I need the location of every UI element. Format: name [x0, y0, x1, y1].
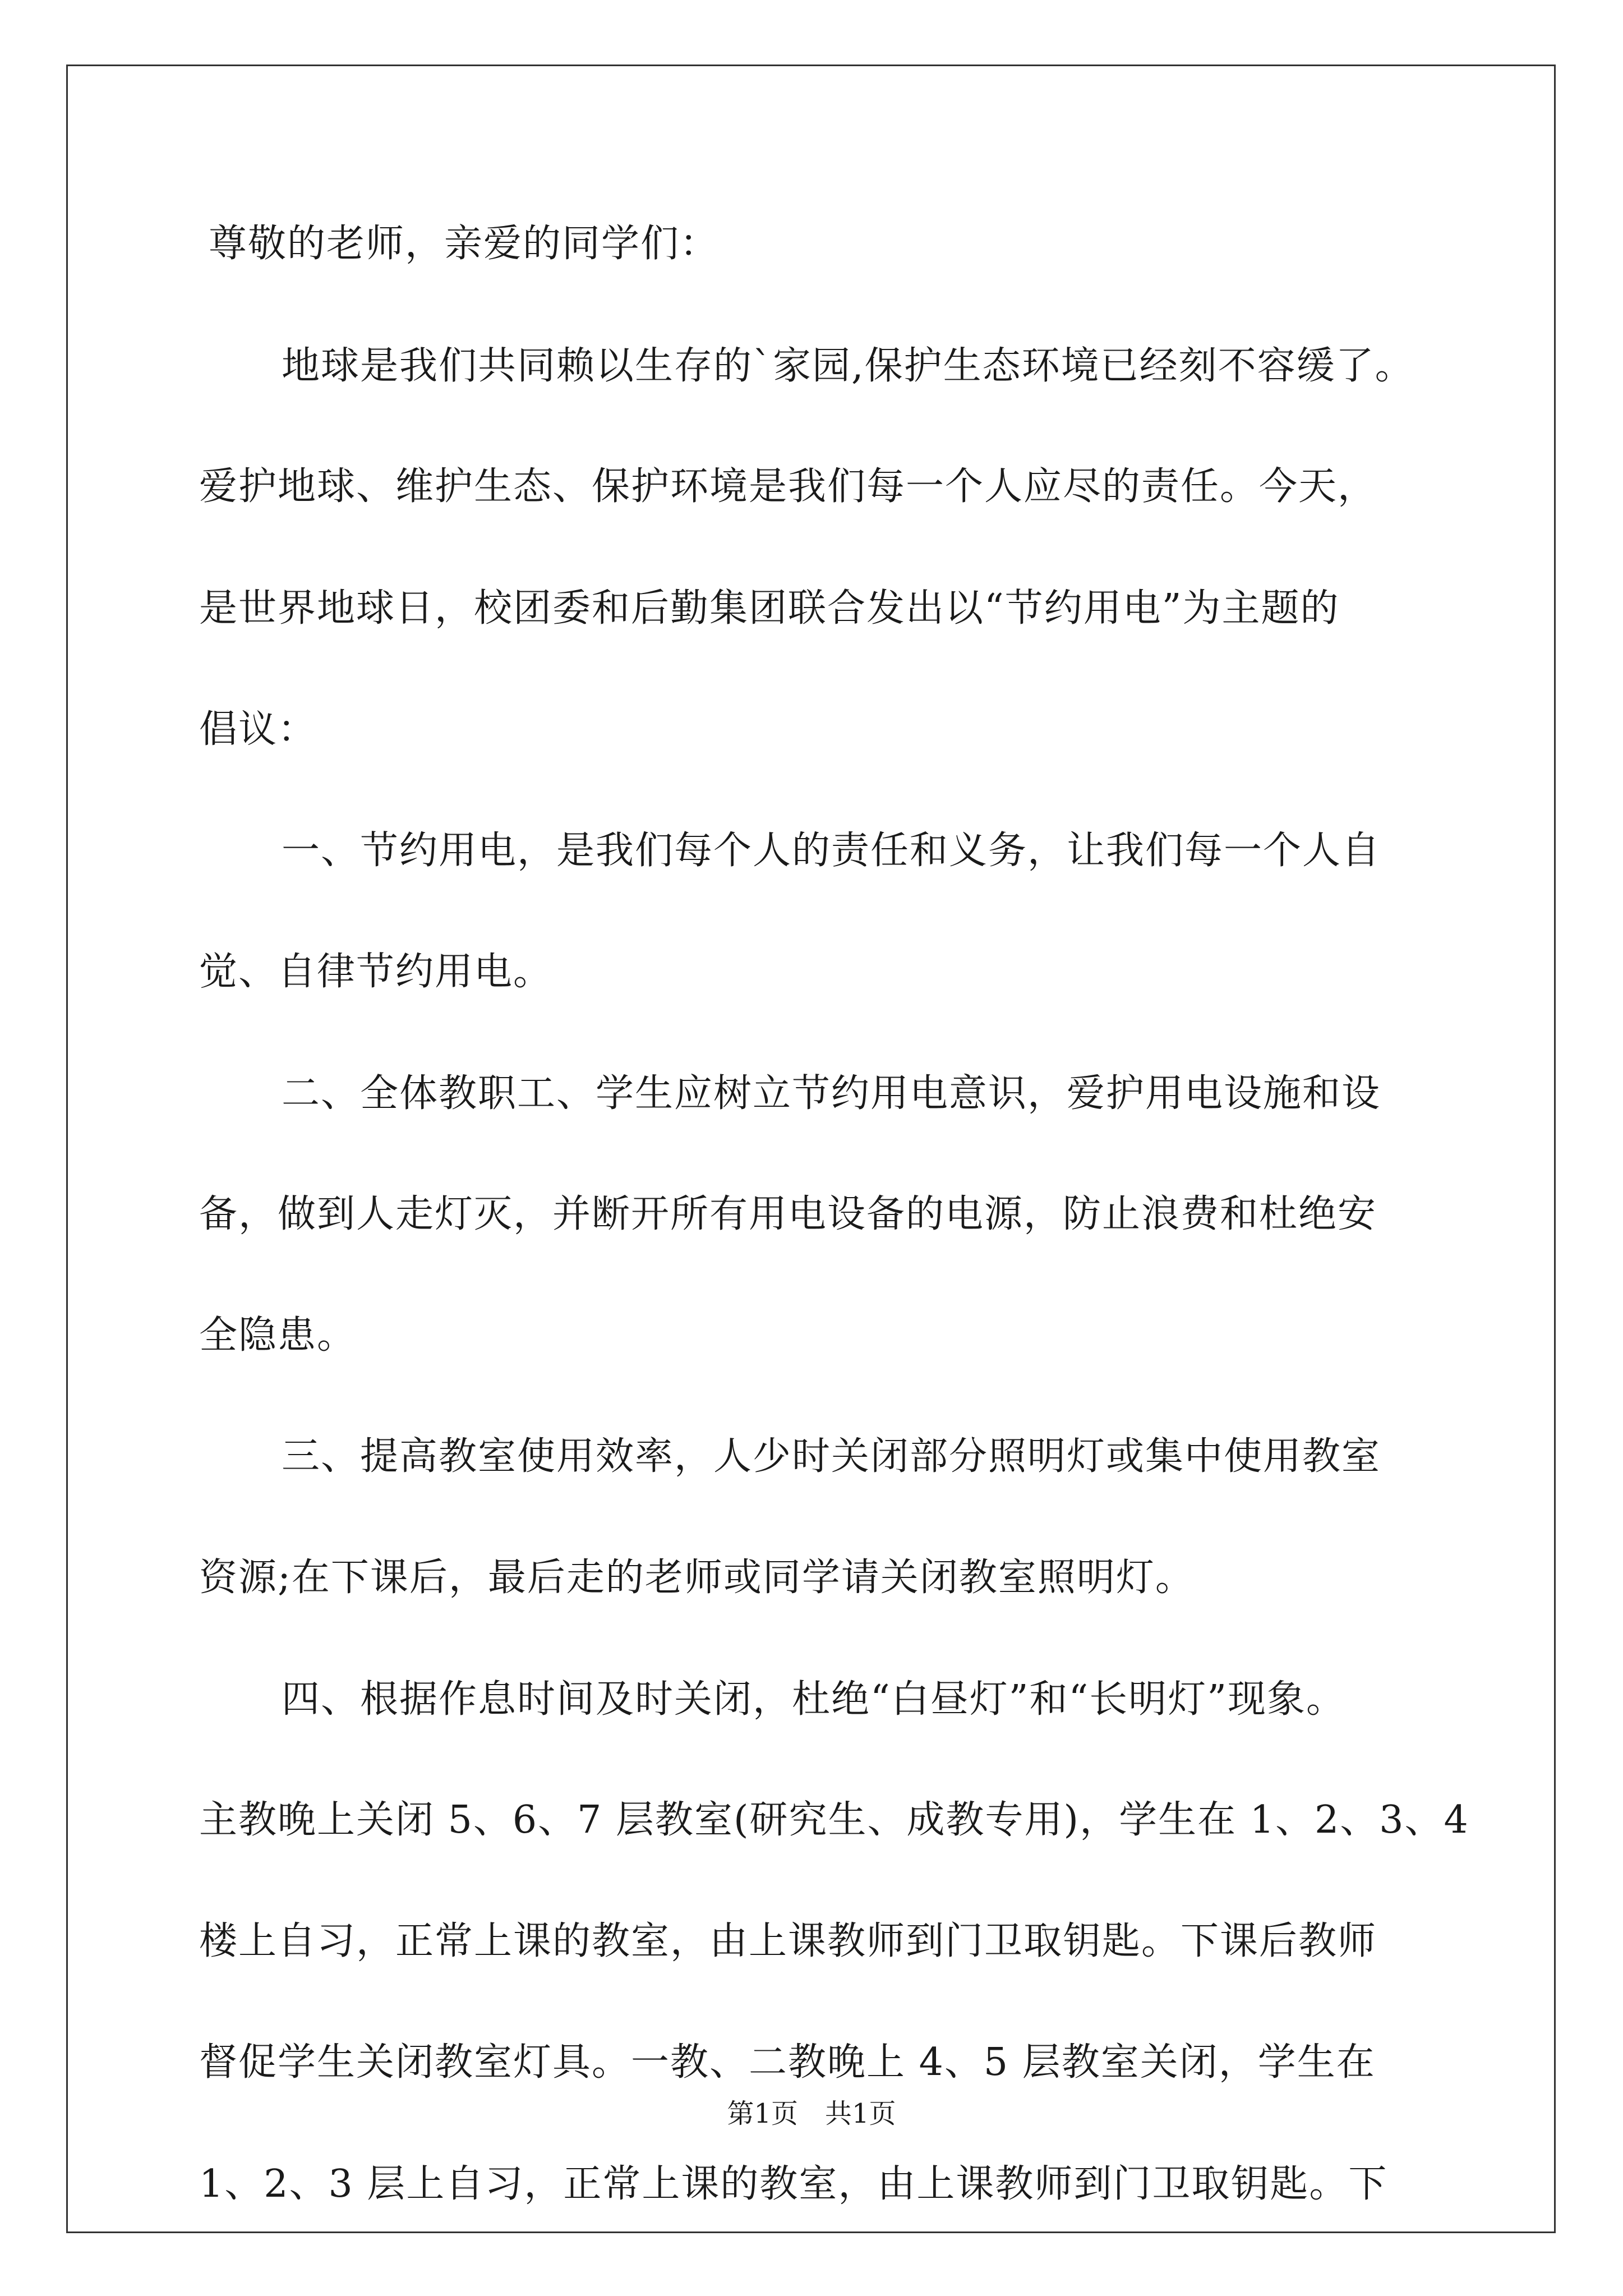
text-line: 觉、自律节约用电。 — [199, 950, 553, 994]
text-line: 倡议： — [199, 707, 317, 752]
text-line: 督促学生关闭教室灯具。一教、二教晚上 4、5 层教室关闭，学生在 — [199, 2040, 1376, 2085]
text-line: 是世界地球日，校团委和后勤集团联合发出以“节约用电”为主题的 — [199, 586, 1340, 631]
text-line: 备，做到人走灯灭，并断开所有用电设备的电源，防止浪费和杜绝安 — [199, 1192, 1377, 1236]
page-footer: 第1页 共1页 — [727, 2098, 896, 2129]
text-line: 一、节约用电，是我们每个人的责任和义务，让我们每一个人自 — [282, 829, 1381, 873]
text-line: 三、提高教室使用效率，人少时关闭部分照明灯或集中使用教室 — [282, 1434, 1381, 1479]
text-line: 资源;在下课后，最后走的老师或同学请关闭教室照明灯。 — [199, 1556, 1195, 1600]
text-line: 全隐患。 — [199, 1313, 357, 1358]
text-line: 主教晚上关闭 5、6、7 层教室(研究生、成教专用)，学生在 1、2、3、4 — [199, 1798, 1469, 1842]
text-line: 楼上自习，正常上课的教室，由上课教师到门卫取钥匙。下课后教师 — [199, 1919, 1377, 1963]
salutation-line: 尊敬的老师，亲爱的同学们： — [209, 222, 720, 266]
text-line: 地球是我们共同赖以生存的`家园,保护生态环境已经刻不容缓了。 — [282, 344, 1414, 388]
text-line: 1、2、3 层上自习，正常上课的教室，由上课教师到门卫取钥匙。下 — [199, 2162, 1388, 2206]
text-line: 爱护地球、维护生态、保护环境是我们每一个人应尽的责任。今天， — [199, 464, 1377, 509]
text-line: 二、全体教职工、学生应树立节约用电意识，爱护用电设施和设 — [282, 1071, 1381, 1116]
text-line: 四、根据作息时间及时关闭，杜绝“白昼灯”和“长明灯”现象。 — [282, 1677, 1346, 1722]
